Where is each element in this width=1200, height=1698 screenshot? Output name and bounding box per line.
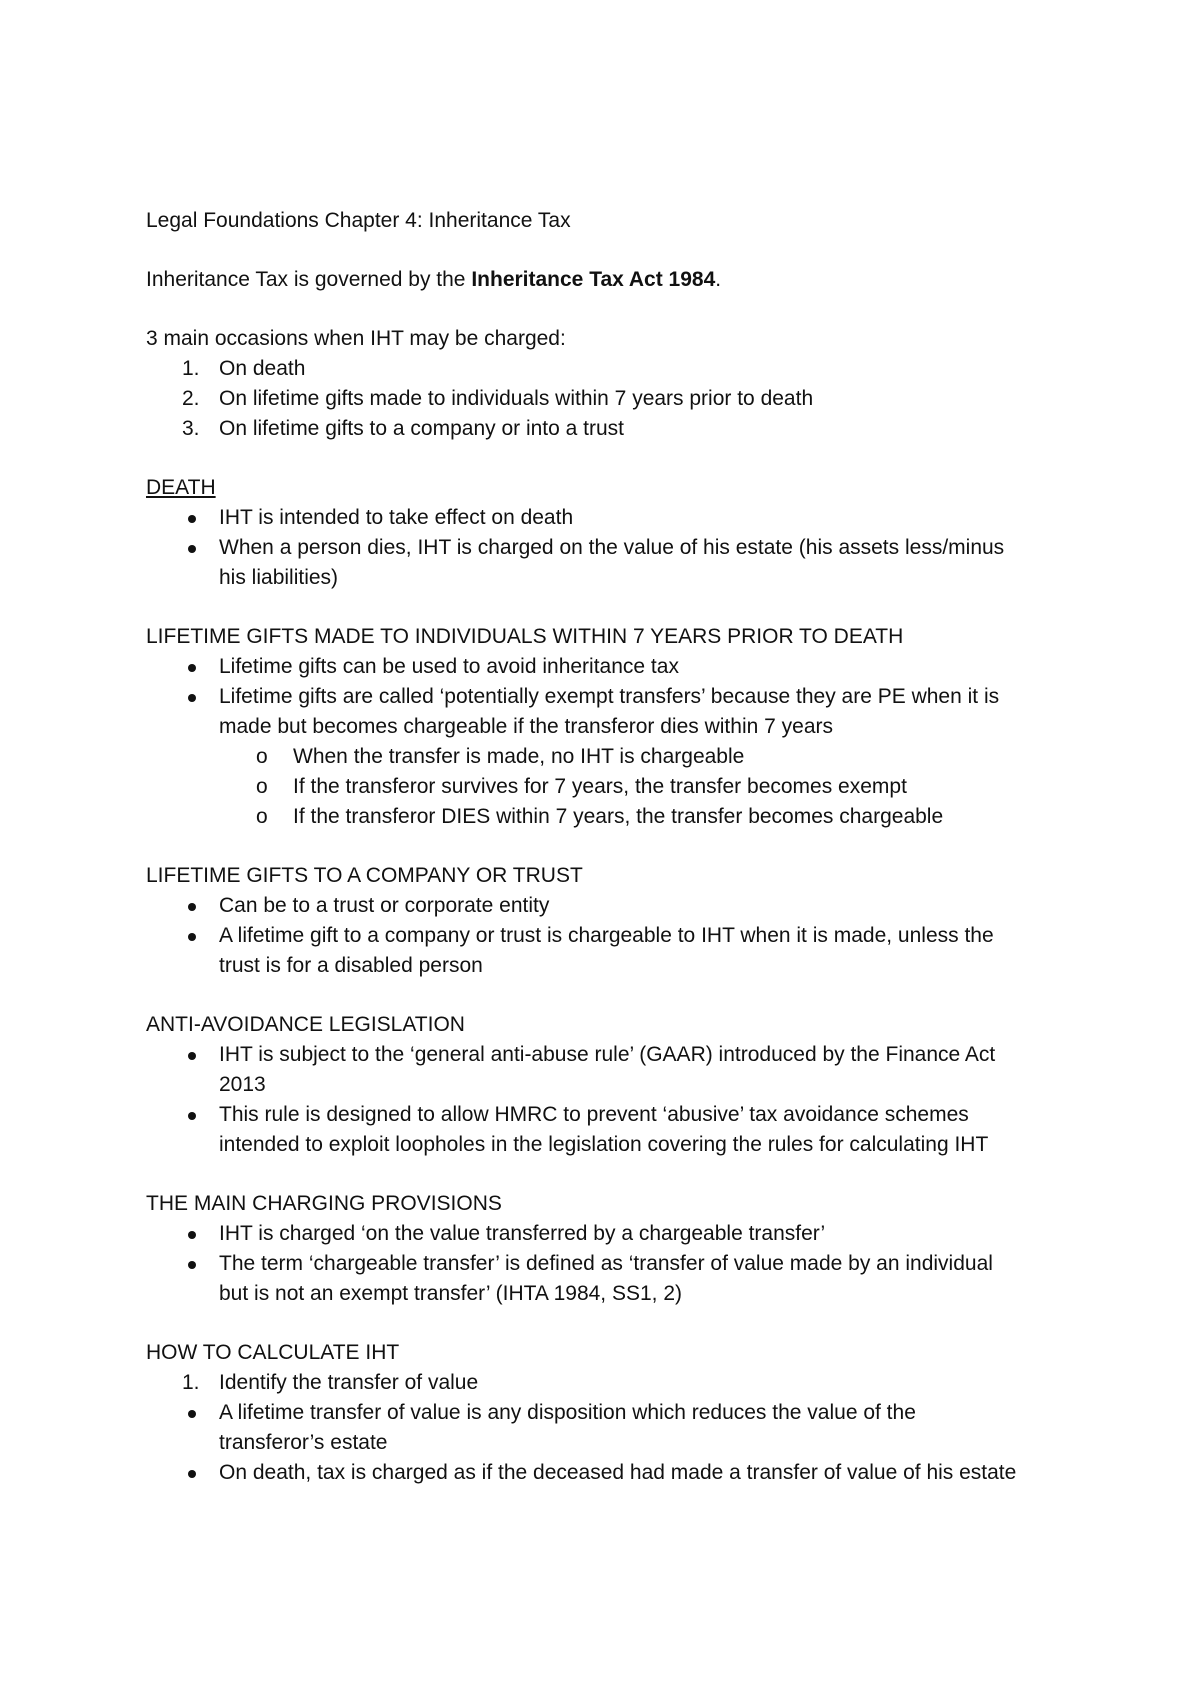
list-item: 1. Identify the transfer of value — [182, 1371, 479, 1394]
bullet-item: When a person dies, IHT is charged on the value of his estate (his assets less/minus — [146, 533, 1066, 563]
bullet-icon — [188, 933, 196, 941]
sub-bullet-item: o If the transferor DIES within 7 years, the transfer becomes chargeable — [146, 802, 1066, 832]
bullet-item: This rule is designed to allow HMRC to prevent ‘abusive’ tax avoidance schemes — [146, 1100, 1066, 1130]
bullet-item: IHT is intended to take effect on death — [146, 503, 1066, 533]
bullet-icon — [188, 1231, 196, 1239]
intro-act-name: Inheritance Tax Act 1984 — [471, 268, 716, 291]
bullet-item: The term ‘chargeable transfer’ is defined as ‘transfer of value made by an individual — [146, 1249, 1066, 1279]
bullet-item: A lifetime gift to a company or trust is chargeable to IHT when it is made, unless the — [146, 921, 1066, 951]
intro-sentence — [146, 265, 1066, 295]
bullet-continuation: made but becomes chargeable if the transferor dies within 7 years — [219, 715, 833, 738]
occasions-heading: 3 main occasions when IHT may be charged: — [146, 327, 566, 350]
bullet-icon — [188, 1112, 196, 1120]
bullet-icon — [188, 694, 196, 702]
bullet-item: On death, tax is charged as if the deceased had made a transfer of value of his estate — [146, 1458, 1066, 1488]
bullet-icon — [188, 903, 196, 911]
section-heading-lifetime-company: LIFETIME GIFTS TO A COMPANY OR TRUST — [146, 864, 583, 887]
intro-suffix: . — [715, 268, 722, 291]
bullet-icon — [188, 1261, 196, 1269]
sub-bullet-item: o If the transferor survives for 7 years, the transfer becomes exempt — [146, 772, 1066, 802]
bullet-continuation: trust is for a disabled person — [219, 954, 483, 977]
section-heading-anti-avoidance: ANTI-AVOIDANCE LEGISLATION — [146, 1013, 465, 1036]
bullet-icon — [188, 515, 196, 523]
circle-bullet-icon: o — [256, 805, 268, 828]
bullet-continuation: transferor’s estate — [219, 1431, 388, 1454]
bullet-continuation: 2013 — [219, 1073, 266, 1096]
bullet-icon — [188, 1052, 196, 1060]
bullet-icon — [188, 545, 196, 553]
document-title: Legal Foundations Chapter 4: Inheritance Tax — [146, 209, 571, 232]
intro-prefix: Inheritance Tax is governed by the — [146, 268, 472, 291]
bullet-item: A lifetime transfer of value is any disposition which reduces the value of the — [146, 1398, 1066, 1428]
bullet-continuation: but is not an exempt transfer’ (IHTA 1984, SS1, 2) — [219, 1282, 683, 1305]
section-heading-death: DEATH — [146, 476, 216, 499]
document-body — [146, 206, 1066, 1488]
bullet-item: IHT is charged ‘on the value transferred by a chargeable transfer’ — [146, 1219, 1066, 1249]
bullet-continuation: his liabilities) — [219, 566, 339, 589]
circle-bullet-icon: o — [256, 775, 268, 798]
sub-bullet-item: o When the transfer is made, no IHT is chargeable — [146, 742, 1066, 772]
bullet-item: Lifetime gifts can be used to avoid inheritance tax — [146, 652, 1066, 682]
bullet-icon — [188, 1410, 196, 1418]
list-item: 1. On death — [182, 357, 306, 380]
list-item: 3. On lifetime gifts to a company or into a trust — [182, 417, 625, 440]
bullet-item: Can be to a trust or corporate entity — [146, 891, 1066, 921]
bullet-continuation: intended to exploit loopholes in the legislation covering the rules for calculating IHT — [219, 1133, 989, 1156]
circle-bullet-icon: o — [256, 745, 268, 768]
bullet-item: IHT is subject to the ‘general anti-abuse rule’ (GAAR) introduced by the Finance Act — [146, 1040, 1066, 1070]
bullet-item: Lifetime gifts are called ‘potentially exempt transfers’ because they are PE when it is — [146, 682, 1066, 712]
section-heading-calculate: HOW TO CALCULATE IHT — [146, 1341, 400, 1364]
bullet-icon — [188, 1470, 196, 1478]
section-heading-charging: THE MAIN CHARGING PROVISIONS — [146, 1192, 502, 1215]
bullet-icon — [188, 664, 196, 672]
list-item: 2. On lifetime gifts made to individuals within 7 years prior to death — [182, 387, 814, 410]
section-heading-lifetime-individuals: LIFETIME GIFTS MADE TO INDIVIDUALS WITHIN 7 YEARS PRIOR TO DEATH — [146, 625, 904, 648]
